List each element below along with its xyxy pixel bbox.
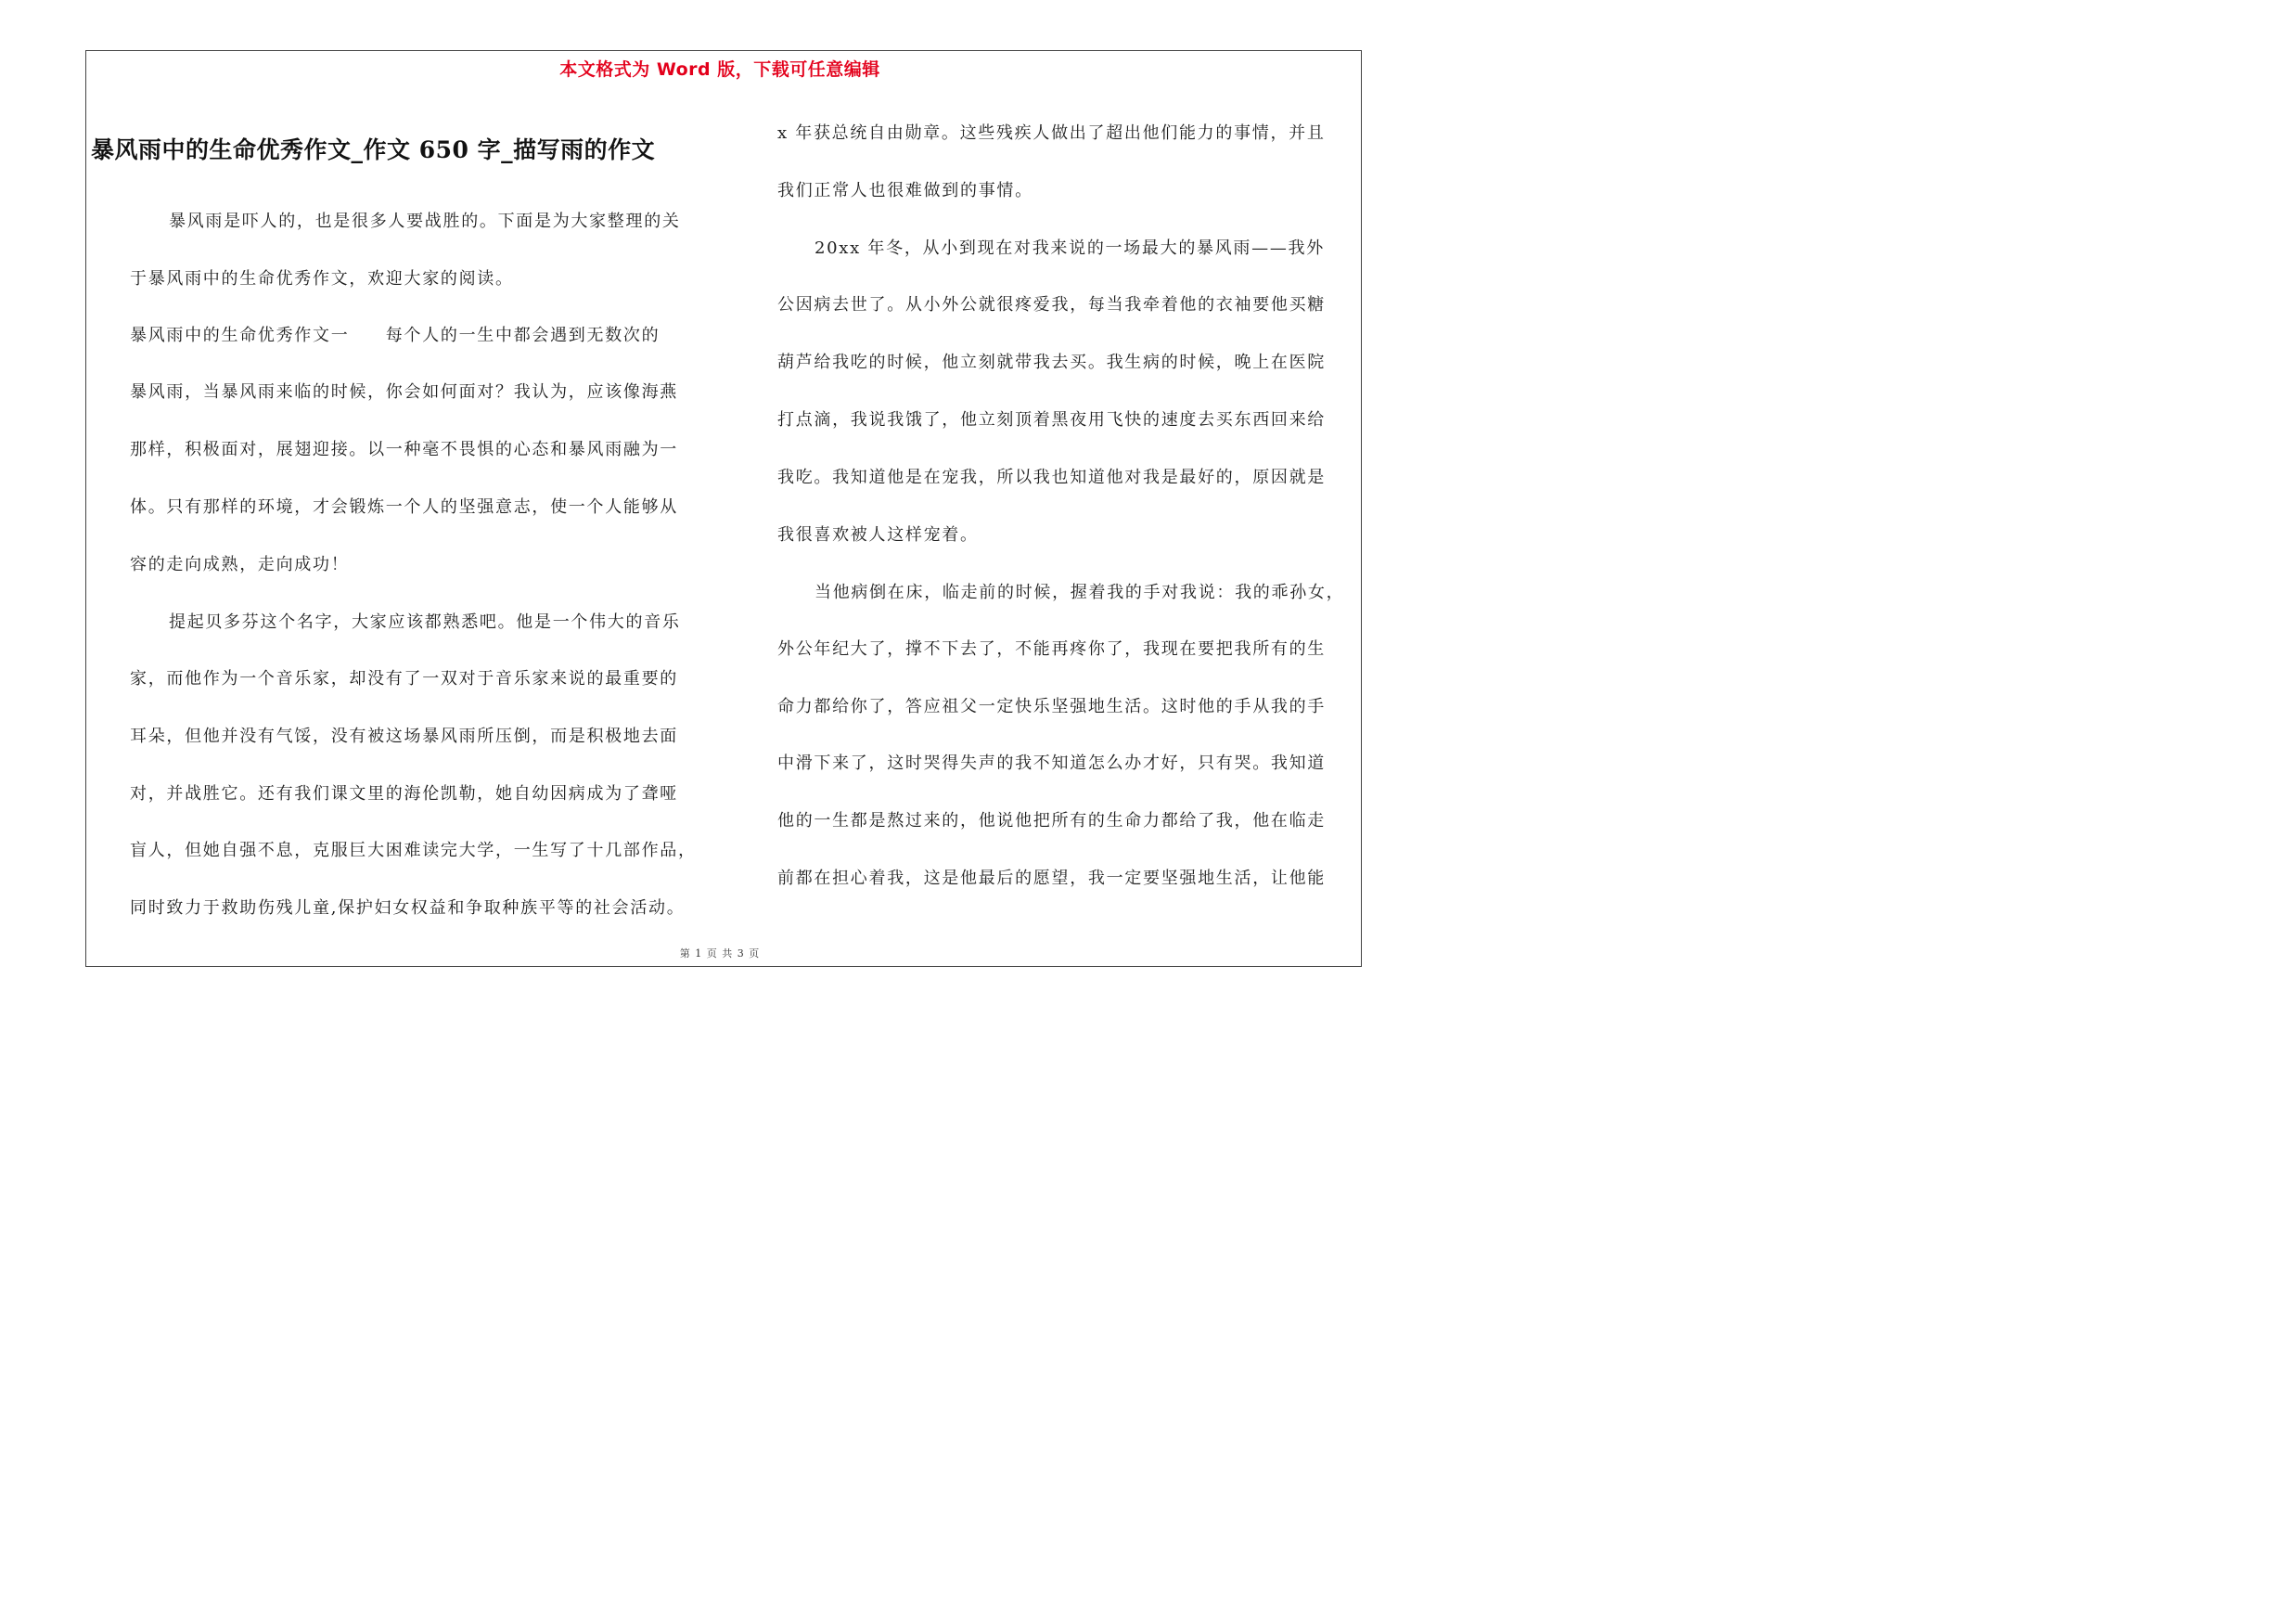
text-line: 耳朵，但他并没有气馁，没有被这场暴风雨所压倒，而是积极地去面	[130, 727, 678, 746]
text-line: 提起贝多芬这个名字，大家应该都熟悉吧。他是一个伟大的音乐	[169, 612, 681, 632]
text-line: 20xx 年冬，从小到现在对我来说的一场最大的暴风雨——我外	[815, 238, 1325, 258]
text-line: 那样，积极面对，展翅迎接。以一种毫不畏惧的心态和暴风雨融为一	[130, 440, 678, 459]
text-line: 打点滴，我说我饿了，他立刻顶着黑夜用飞快的速度去买东西回来给	[777, 410, 1326, 430]
text-line: 葫芦给我吃的时候，他立刻就带我去买。我生病的时候，晚上在医院	[777, 353, 1326, 372]
text-line: 他的一生都是熬过来的，他说他把所有的生命力都给了我，他在临走	[777, 811, 1326, 831]
text-line: 于暴风雨中的生命优秀作文，欢迎大家的阅读。	[130, 269, 514, 289]
text-line: 暴风雨，当暴风雨来临的时候，你会如何面对？我认为，应该像海燕	[130, 382, 678, 402]
text-line: 前都在担心着我，这是他最后的愿望，我一定要坚强地生活，让他能	[777, 869, 1326, 888]
text-line: 命力都给你了，答应祖父一定快乐坚强地生活。这时他的手从我的手	[777, 697, 1326, 716]
text-line: 对，并战胜它。还有我们课文里的海伦凯勒，她自幼因病成为了聋哑	[130, 784, 678, 804]
text-line: 盲人，但她自强不息，克服巨大困难读完大学，一生写了十几部作品，	[130, 841, 697, 860]
text-line: 我们正常人也很难做到的事情。	[777, 181, 1033, 200]
text-line: 公因病去世了。从小外公就很疼爱我，每当我牵着他的衣袖要他买糖	[777, 295, 1326, 315]
text-line: 容的走向成熟，走向成功！	[130, 555, 350, 574]
text-line: 暴风雨中的生命优秀作文一 每个人的一生中都会遇到无数次的	[130, 326, 661, 345]
text-line: 暴风雨是吓人的，也是很多人要战胜的。下面是为大家整理的关	[169, 212, 681, 231]
text-line: 我吃。我知道他是在宠我，所以我也知道他对我是最好的，原因就是	[777, 468, 1326, 487]
text-line: 外公年纪大了，撑不下去了，不能再疼你了，我现在要把我所有的生	[777, 639, 1326, 659]
text-line: 体。只有那样的环境，才会锻炼一个人的坚强意志，使一个人能够从	[130, 497, 678, 517]
text-line: 当他病倒在床，临走前的时候，握着我的手对我说：我的乖孙女，	[815, 583, 1345, 602]
format-notice-banner: 本文格式为 Word 版，下载可任意编辑	[559, 59, 880, 80]
text-line: 中滑下来了，这时哭得失声的我不知道怎么办才好，只有哭。我知道	[777, 754, 1326, 773]
text-line: 同时致力于救助伤残儿童,保护妇女权益和争取种族平等的社会活动。	[130, 898, 686, 918]
text-line: 家，而他作为一个音乐家，却没有了一双对于音乐家来说的最重要的	[130, 669, 678, 689]
document-title: 暴风雨中的生命优秀作文_作文 650 字_描写雨的作文	[91, 136, 656, 163]
text-line: x 年获总统自由勋章。这些残疾人做出了超出他们能力的事情，并且	[777, 123, 1326, 143]
text-line: 我很喜欢被人这样宠着。	[777, 525, 979, 545]
page-number-footer: 第 1 页 共 3 页	[679, 947, 761, 960]
